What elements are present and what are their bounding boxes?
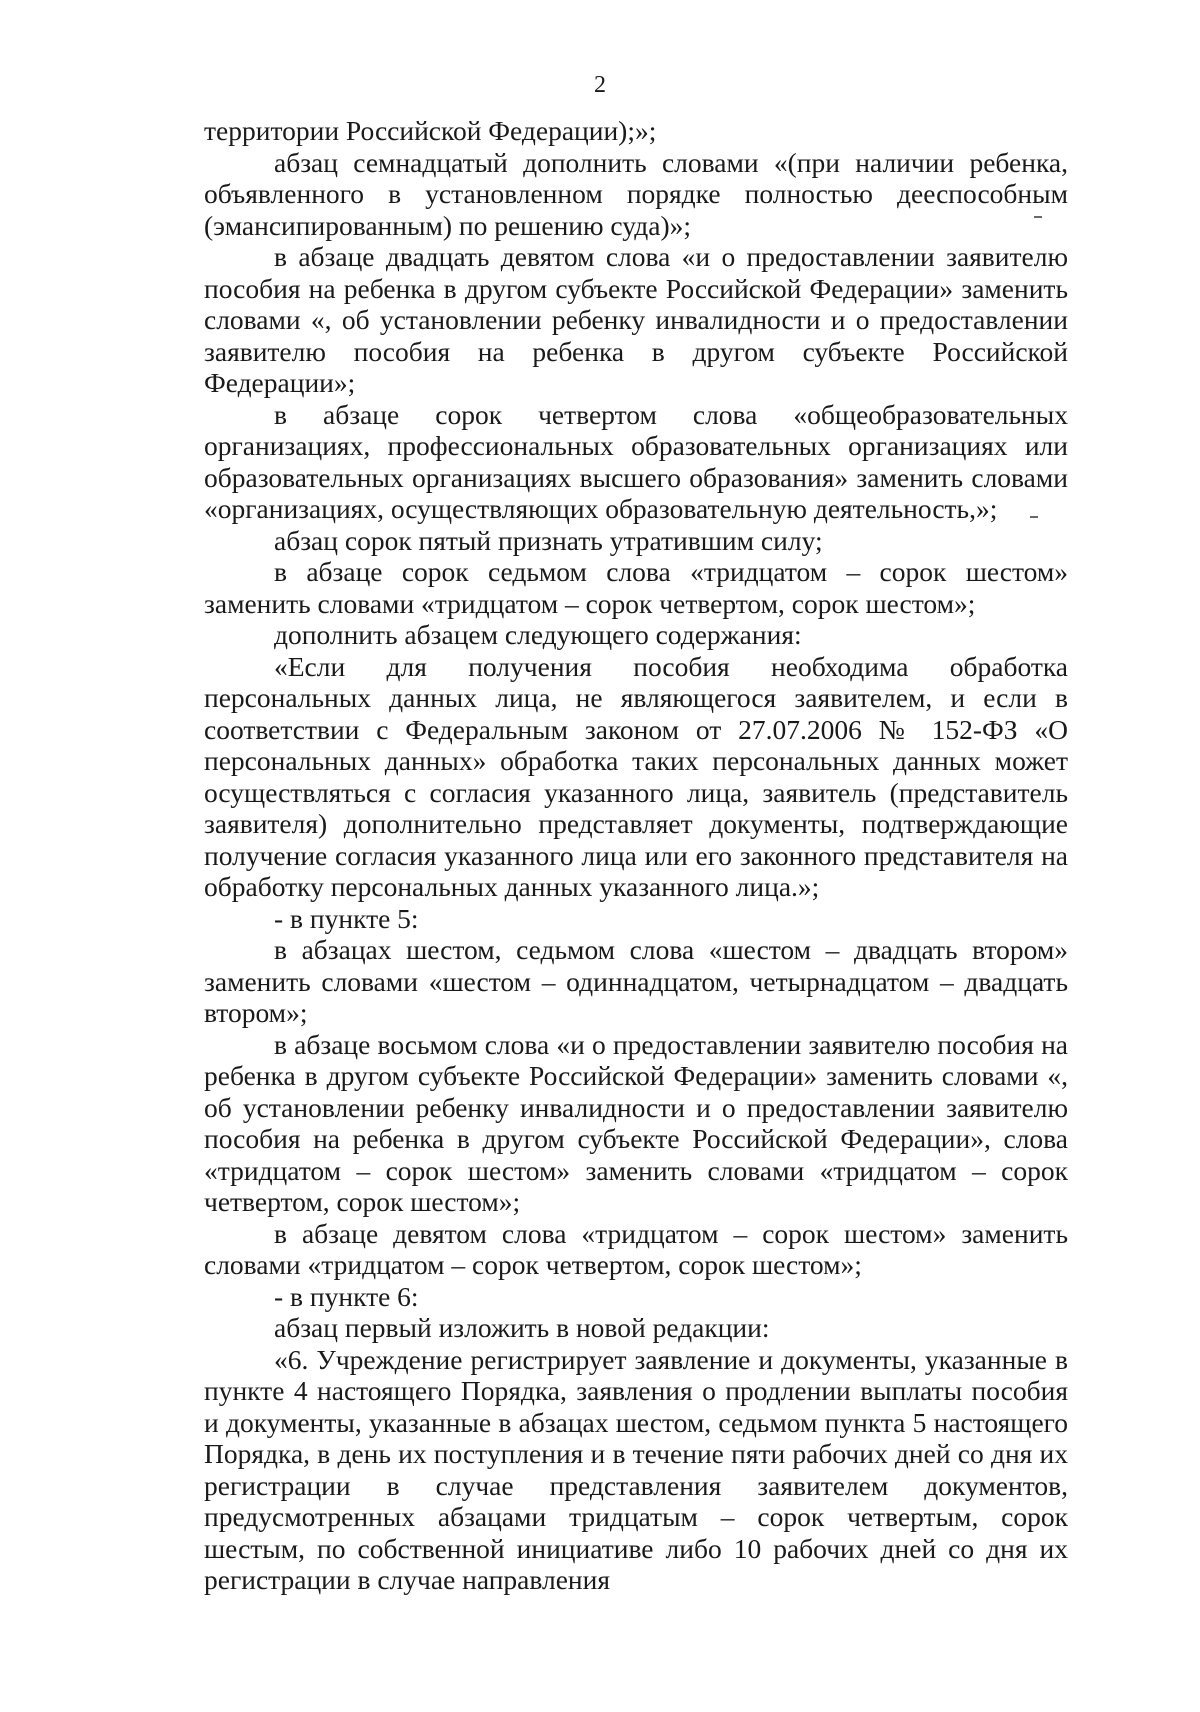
paragraph: «Если для получения пособия необходима обработка персональных данных лица, не являющегося заявителем, и если в соответствии с Федеральным законом от 27.07.2006 № 152-ФЗ «О персональных данных» обработка таких персональных данных может осуществляться с согласия указанного лица, заявитель (представитель заявителя) дополнительно представляет документы, подтверждающие получение согласия указанного лица или его законного представителя на обработку персональных данных указанного лица.»; xyxy=(204,650,1068,902)
paragraph: в абзаце восьмом слова «и о предоставлении заявителю пособия на ребенка в другом субъекте Российской Федерации» заменить словами «, об установлении ребенку инвалидности и о предоставлении заявителю пособия на ребенка в другом субъекте Российской Федерации», слова «тридцатом – сорок шестом» заменить словами «тридцатом – сорок четвертом, сорок шестом»; xyxy=(204,1028,1068,1217)
paragraph: дополнить абзацем следующего содержания: xyxy=(274,619,802,650)
paragraph: абзац сорок пятый признать утратившим силу; xyxy=(274,524,823,556)
paragraph: абзац первый изложить в новой редакции: xyxy=(274,1312,770,1343)
scan-artifact xyxy=(1030,516,1038,518)
scan-artifact xyxy=(1034,216,1042,218)
paragraph: территории Российской Федерации);»; xyxy=(204,115,657,146)
paragraph: в абзацах шестом, седьмом слова «шестом – двадцать втором» заменить словами «шестом – одиннадцатом, четырнадцатом – двадцать втором»; xyxy=(204,934,1068,1028)
paragraph: абзац семнадцатый дополнить словами «(при наличии ребенка, объявленного в установленном порядке полностью дееспособным (эмансипированным) по решению суда)»; xyxy=(204,146,1068,241)
page-number: 2 xyxy=(594,72,606,98)
paragraph: в абзаце двадцать девятом слова «и о предоставлении заявителю пособия на ребенка в другом субъекте Российской Федерации» заменить словами «, об установлении ребенку инвалидности и о предоставлении заявителю пособия на ребенка в другом субъекте Российской Федерации»; xyxy=(204,241,1068,398)
paragraph: в абзаце сорок седьмом слова «тридцатом – сорок шестом» заменить словами «тридцатом – сорок четвертом, сорок шестом»; xyxy=(204,556,1068,619)
document-body xyxy=(204,115,1068,1596)
paragraph: - в пункте 5: xyxy=(274,902,419,934)
paragraph: в абзаце сорок четвертом слова «общеобразовательных организациях, профессиональных образовательных организациях или образовательных организациях высшего образования» заменить словами «организациях, осуществляющих образовательную деятельность,»; xyxy=(204,398,1068,524)
paragraph: - в пункте 6: xyxy=(274,1280,419,1312)
paragraph: «6. Учреждение регистрирует заявление и документы, указанные в пункте 4 настоящего Порядка, заявления о продлении выплаты пособия и документы, указанные в абзацах шестом, седьмом пункта 5 настоящего Порядка, в день их поступления и в течение пяти рабочих дней со дня их регистрации в случае представления заявителем документов, предусмотренных абзацами тридцатым – сорок четвертым, сорок шестым, по собственной инициативе либо 10 рабочих дней со дня их регистрации в случае направления xyxy=(204,1343,1068,1595)
paragraph: в абзаце девятом слова «тридцатом – сорок шестом» заменить словами «тридцатом – сорок четвертом, сорок шестом»; xyxy=(204,1217,1068,1280)
